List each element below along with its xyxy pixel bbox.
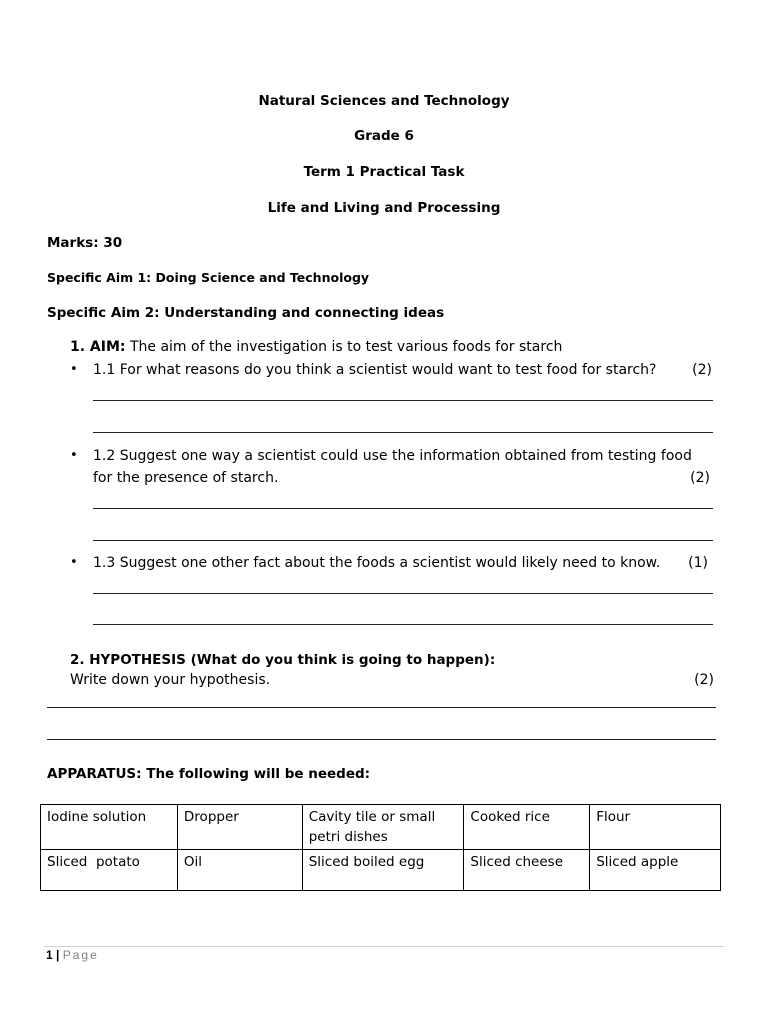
- answer-line[interactable]: [93, 432, 713, 433]
- table-cell: Sliced apple: [590, 850, 721, 891]
- hypothesis-marks: (2): [694, 672, 714, 688]
- table-cell: Oil: [177, 850, 302, 891]
- specific-aim-2: Specific Aim 2: Understanding and connecting ideas: [47, 305, 445, 321]
- question-1-1-marks: (2): [692, 362, 712, 378]
- page-footer: [46, 948, 99, 962]
- answer-line[interactable]: [93, 400, 713, 401]
- answer-line[interactable]: [93, 624, 713, 625]
- apparatus-heading: APPARATUS: The following will be needed:: [47, 766, 371, 782]
- table-cell: Sliced cheese: [464, 850, 590, 891]
- answer-line[interactable]: [93, 540, 713, 541]
- table-cell: Dropper: [177, 805, 302, 850]
- specific-aim-1: Specific Aim 1: Doing Science and Technology: [47, 270, 370, 285]
- aim-text: The aim of the investigation is to test various foods for starch: [129, 339, 563, 355]
- question-1-2: 1.2 Suggest one way a scientist could use the information obtained from testing food: [93, 448, 692, 464]
- subject-title: Natural Sciences and Technology: [258, 93, 510, 109]
- footer-separator: |: [52, 948, 63, 962]
- question-1-3-marks: (1): [688, 555, 708, 571]
- answer-line[interactable]: [93, 593, 713, 594]
- question-1-2-marks: (2): [690, 470, 710, 486]
- task-title: Term 1 Practical Task: [303, 164, 465, 180]
- apparatus-table: [40, 804, 721, 891]
- page-number: 1: [46, 948, 53, 962]
- marks-total: Marks: 30: [47, 235, 123, 251]
- question-1-3: 1.3 Suggest one other fact about the foods a scientist would likely need to know.: [93, 555, 661, 571]
- bullet-icon: •: [70, 448, 78, 463]
- table-row: [41, 805, 721, 850]
- answer-line[interactable]: [47, 739, 716, 740]
- table-cell: Flour: [590, 805, 721, 850]
- table-cell: Iodine solution: [41, 805, 178, 850]
- aim-heading: 1. AIM:: [70, 339, 126, 355]
- table-cell: Sliced boiled egg: [302, 850, 464, 891]
- page-label: Page: [62, 948, 99, 962]
- table-cell: Sliced potato: [41, 850, 178, 891]
- table-cell: Cooked rice: [464, 805, 590, 850]
- answer-line[interactable]: [47, 707, 716, 708]
- bullet-icon: •: [70, 362, 78, 377]
- hypothesis-prompt: Write down your hypothesis.: [70, 672, 271, 688]
- grade-title: Grade 6: [354, 128, 414, 144]
- footer-divider: [44, 946, 724, 947]
- hypothesis-heading: 2. HYPOTHESIS (What do you think is going to happen):: [70, 652, 496, 668]
- bullet-icon: •: [70, 555, 78, 570]
- question-1-2-continued: for the presence of starch.: [93, 470, 279, 486]
- aim-line: [70, 339, 562, 355]
- table-row: [41, 850, 721, 891]
- topic-title: Life and Living and Processing: [267, 200, 501, 216]
- table-cell: Cavity tile or small petri dishes: [302, 805, 464, 850]
- answer-line[interactable]: [93, 508, 713, 509]
- question-1-1: 1.1 For what reasons do you think a scientist would want to test food for starch?: [93, 362, 657, 378]
